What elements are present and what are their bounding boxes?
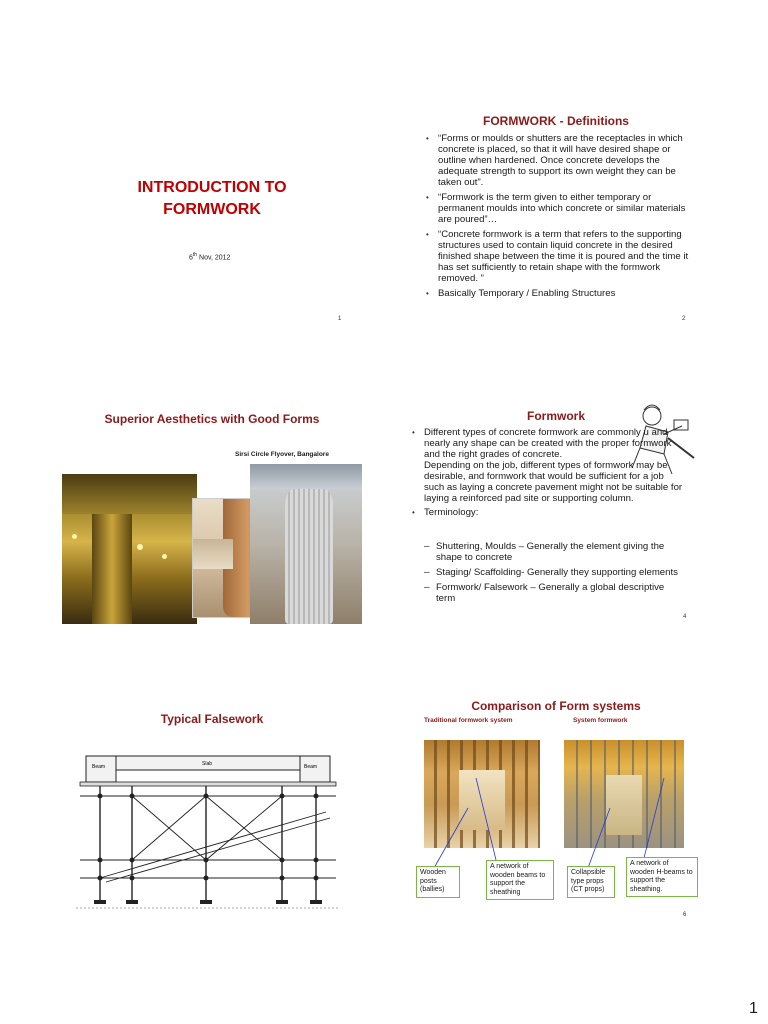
slide-2	[406, 40, 706, 340]
slide-5	[62, 690, 362, 990]
slide-3	[62, 390, 362, 690]
slide-4	[406, 390, 706, 690]
callout-ct-props: Collapsible type props (CT props)	[567, 866, 615, 898]
slide-6-title: Comparison of Form systems	[471, 699, 641, 713]
slide-1-date: 6th Nov, 2012	[189, 252, 231, 262]
formwork-description: • Different types of concrete formwork are commonly u and nearly any shape can be created with the proper formwork and the right grades of concrete. Depending on the job, different types of formwork may be desirable, and formwork that would be sufficient for a job such as laying a concrete pavement might not be suitable for laying a reinforced pad site or supporting column.	[410, 427, 686, 504]
terminology-item: – Shuttering, Moulds – Generally the element giving the shape to concrete	[424, 541, 686, 563]
definition-bullet: • Basically Temporary / Enabling Structures	[424, 288, 694, 299]
slide-1-title: INTRODUCTION TO FORMWORK	[137, 179, 287, 218]
flyover-night-photo	[62, 474, 197, 624]
terminology-item: – Staging/ Scaffolding- Generally they supporting elements	[424, 567, 686, 578]
left-beam-label: Beam	[92, 764, 106, 770]
definition-bullet: • “Forms or moulds or shutters are the receptacles in which concrete is placed, so that it will have desired shape or outline when hardened. Once concrete develops the adequate strength to support its own weight they can be taken out”.	[424, 133, 694, 188]
callout-h-beams: A network of wooden H-beams to support the sheathing.	[626, 857, 698, 897]
slide-1	[62, 40, 362, 340]
definition-bullet: • “Formwork is the term given to either temporary or permanent moulds into which concrete or similar materials are poured”…	[424, 192, 694, 225]
traditional-label: Traditional formwork system	[424, 717, 513, 724]
page-number: 1	[749, 1000, 758, 1017]
slide-6	[406, 690, 706, 990]
slab-label: Slab	[202, 761, 213, 767]
photo-caption: Sirsi Circle Flyover, Bangalore	[235, 451, 329, 458]
definition-bullet: • “Concrete formwork is a term that refers to the supporting structures used to contain liquid concrete in the desired finished shape between the time it is poured and the time it has set sufficiently to retain shape with the formwork removed. ”	[424, 229, 694, 284]
terminology-item: – Formwork/ Falsework – Generally a global descriptive term	[424, 582, 686, 604]
callout-wooden-beams: A network of wooden beams to support the sheathing	[486, 860, 554, 900]
slide-2-number: 2	[682, 316, 686, 322]
slide-5-title: Typical Falsework	[160, 712, 264, 726]
slide-2-title: FORMWORK - Definitions	[483, 114, 629, 128]
slide-6-number: 6	[683, 912, 687, 918]
right-beam-label: Beam	[304, 764, 318, 770]
slide-4-bullets	[410, 427, 686, 522]
callout-wooden-posts: Wooden posts (ballies)	[416, 866, 460, 898]
slide-4-number: 4	[683, 614, 687, 620]
slide-4-title: Formwork	[526, 409, 585, 423]
callout-connectors	[406, 690, 706, 990]
terminology-heading: • Terminology:	[410, 507, 686, 518]
slide-2-bullets	[424, 133, 694, 303]
falsework-drawing	[76, 752, 338, 922]
slide-3-title: Superior Aesthetics with Good Forms	[104, 412, 320, 426]
circular-column-photo	[250, 464, 362, 624]
slide-1-number: 1	[338, 316, 342, 322]
terminology-list	[424, 541, 686, 608]
system-label: System formwork	[573, 717, 628, 724]
